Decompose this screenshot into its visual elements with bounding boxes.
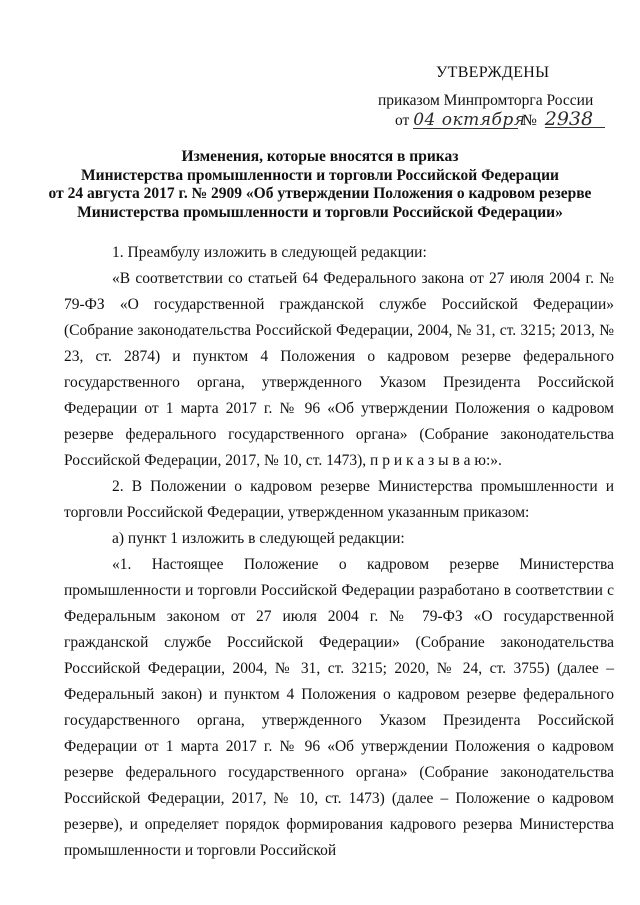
title-line-4: Министерства промышленности и торговли Российской Федерации»	[77, 203, 563, 221]
approved-heading: УТВЕРЖДЕНЫ	[436, 64, 550, 81]
title-line-3: от 24 августа 2017 г. № 2909 «Об утверждении Положения о кадровом резерве	[48, 185, 592, 202]
document-body	[64, 240, 614, 864]
number-prefix: №	[522, 112, 537, 129]
handwritten-number: 2938	[545, 111, 605, 128]
handwritten-date: 04 октября	[413, 110, 526, 130]
title-line-2: Министерства промышленности и торговли Российской Федерации	[81, 166, 559, 184]
paragraph-1: 1. Преамбулу изложить в следующей редакции:	[112, 244, 427, 261]
paragraph-5: «1. Настоящее Положение о кадровом резерве Министерства промышленности и торговли Российской Федерации разработано в соответствии с Федеральным законом от 27 июля 2004 г. № 79-ФЗ «О государственной гражданской службе Российской Федерации» (Собрание законодательства Российской Федерации, 2004, № 31, ст. 3215; 2020, № 24, ст. 3755) (далее – Федеральный закон) и пунктом 4 Положения о кадровом резерве федерального государственного органа, утвержденного Указом Президента Российской Федерации от 1 марта 2017 г. № 96 «Об утверждении Положения о кадровом резерве федерального государственного органа» (Собрание законодательства Российской Федерации, 2017, № 10, ст. 1473) (далее – Положение о кадровом резерве), и определяет порядок формирования кадрового резерва Министерства промышленности и торговли Российской	[64, 556, 614, 859]
order-date-line	[395, 108, 605, 130]
date-prefix: от	[395, 112, 410, 129]
paragraph-2: «В соответствии со статьей 64 Федерального закона от 27 июля 2004 г. № 79-ФЗ «О государственной гражданской службе Российской Федерации» (Собрание законодательства Российской Федерации, 2004, № 31, ст. 3215; 2013, № 23, ст. 2874) и пунктом 4 Положения о кадровом резерве федерального государственного органа, утвержденного Указом Президента Российской Федерации от 1 марта 2017 г. № 96 «Об утверждении Положения о кадровом резерве федерального государственного органа» (Собрание законодательства Российской Федерации, 2017, № 10, ст. 1473), п р и к а з ы в а ю:».	[64, 270, 614, 469]
paragraph-4: а) пункт 1 изложить в следующей редакции:	[112, 530, 405, 547]
order-reference: приказом Минпромторга России	[378, 92, 594, 109]
title-line-1: Изменения, которые вносятся в приказ	[181, 148, 459, 165]
document-title	[40, 148, 600, 222]
paragraph-3: 2. В Положении о кадровом резерве Министерства промышленности и торговли Российской Федерации, утвержденном указанным приказом:	[64, 478, 614, 521]
